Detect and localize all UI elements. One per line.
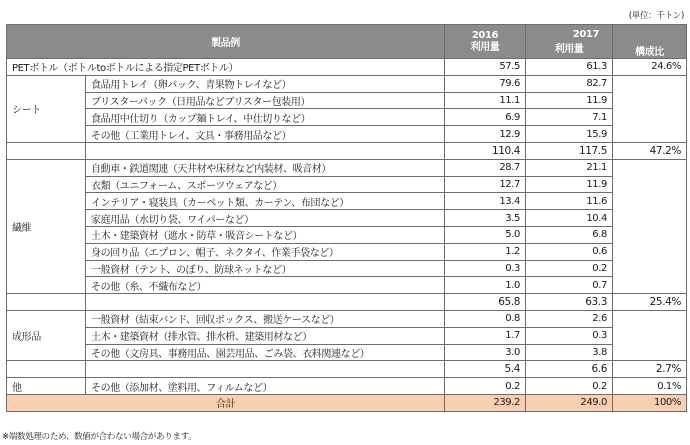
value-2017: 11.9: [526, 92, 613, 109]
pet-label: PETボトル（ボトルtoボトルによる指定PETボトル）: [7, 59, 445, 76]
value-2017: 82.7: [526, 75, 613, 92]
ratio-empty-cell: [613, 310, 687, 327]
table-row: [7, 159, 687, 176]
table-row: [7, 75, 687, 92]
table-row: [7, 109, 687, 126]
header-2016-year: 2016: [471, 29, 499, 41]
ratio-empty-cell: [613, 75, 687, 92]
value-2016: 79.6: [445, 75, 526, 92]
header-ratio: 構成比: [613, 25, 687, 59]
subtotal-row: [7, 142, 687, 159]
table-row: [7, 210, 687, 227]
ratio-empty-cell: [613, 260, 687, 277]
other-2017: 0.2: [526, 378, 613, 395]
subtotal-category-blank: [7, 142, 86, 159]
value-2017: 10.4: [526, 210, 613, 227]
value-2017: 0.3: [526, 327, 613, 344]
total-label: 合計: [7, 394, 445, 411]
pet-2017: 61.3: [526, 59, 613, 76]
subtotal-ratio: 25.4%: [613, 294, 687, 311]
subtotal-ratio: 2.7%: [613, 361, 687, 378]
value-2016: 1.0: [445, 277, 526, 294]
value-2017: 0.6: [526, 243, 613, 260]
ratio-empty-cell: [613, 327, 687, 344]
ratio-empty-cell: [613, 176, 687, 193]
table-row: [7, 327, 687, 344]
item-name: 身の回り品（エプロン、帽子、ネクタイ、作業手袋など）: [86, 243, 445, 260]
item-name: ブリスターパック（日用品などブリスター包装用）: [86, 92, 445, 109]
header-2016: [445, 25, 526, 59]
pet-2016: 57.5: [445, 59, 526, 76]
subtotal-row: [7, 361, 687, 378]
value-2016: 13.4: [445, 193, 526, 210]
table-row: [7, 193, 687, 210]
other-2016: 0.2: [445, 378, 526, 395]
subtotal-2017: 117.5: [526, 142, 613, 159]
other-name: その他（添加材、塗料用、フィルムなど）: [86, 378, 445, 395]
value-2016: 5.0: [445, 226, 526, 243]
subtotal-2016: 110.4: [445, 142, 526, 159]
value-2017: 11.9: [526, 176, 613, 193]
value-2017: 21.1: [526, 159, 613, 176]
value-2017: 15.9: [526, 126, 613, 143]
header-2017: [526, 25, 613, 59]
table-row: [7, 260, 687, 277]
subtotal-category-blank: [7, 361, 86, 378]
header-2017-usage: 利用量: [554, 44, 584, 55]
item-name: 土木・建築資材（遮水・防草・吸音シートなど）: [86, 226, 445, 243]
subtotal-2017: 6.6: [526, 361, 613, 378]
value-2017: 3.8: [526, 344, 613, 361]
header-2016-usage: 利用量: [470, 41, 500, 53]
value-2016: 0.3: [445, 260, 526, 277]
value-2016: 12.9: [445, 126, 526, 143]
ratio-empty-cell: [613, 193, 687, 210]
pet-row: [7, 59, 687, 76]
ratio-empty-cell: [613, 126, 687, 143]
ratio-empty-cell: [613, 109, 687, 126]
table-row: [7, 92, 687, 109]
item-name: 食品用トレイ（卵パック、青果物トレイなど）: [86, 75, 445, 92]
subtotal-2017: 63.3: [526, 294, 613, 311]
item-name: 衣類（ユニフォーム、スポーツウェアなど）: [86, 176, 445, 193]
table-body: [7, 59, 687, 412]
ratio-empty-cell: [613, 159, 687, 176]
value-2016: 12.7: [445, 176, 526, 193]
ratio-empty-cell: [613, 344, 687, 361]
value-2017: 2.6: [526, 310, 613, 327]
ratio-empty-cell: [613, 226, 687, 243]
total-row: [7, 394, 687, 411]
value-2016: 3.5: [445, 210, 526, 227]
table-row: [7, 344, 687, 361]
subtotal-label-blank: [86, 361, 445, 378]
value-2016: 6.9: [445, 109, 526, 126]
value-2016: 0.8: [445, 310, 526, 327]
subtotal-2016: 65.8: [445, 294, 526, 311]
item-name: 家庭用品（水切り袋、ワイパーなど）: [86, 210, 445, 227]
header-row: [7, 25, 687, 59]
item-name: 一般資材（結束バンド、回収ボックス、搬送ケースなど）: [86, 310, 445, 327]
category-label: 繊維: [7, 159, 86, 293]
item-name: 土木・建築資材（排水管、排水枡、建築用材など）: [86, 327, 445, 344]
value-2016: 3.0: [445, 344, 526, 361]
footnote: ※端数処理のため、数値が合わない場合があります。: [2, 432, 197, 442]
value-2016: 1.7: [445, 327, 526, 344]
header-product: 製品例: [7, 25, 445, 59]
unit-note: (単位：千トン): [628, 11, 684, 21]
value-2016: 1.2: [445, 243, 526, 260]
table-row: [7, 226, 687, 243]
item-name: 食品用中仕切り（カップ麺トレイ、中仕切りなど）: [86, 109, 445, 126]
value-2017: 7.1: [526, 109, 613, 126]
ratio-empty-cell: [613, 243, 687, 260]
other-row: [7, 378, 687, 395]
item-name: 一般資材（テント、のぼり、防球ネットなど）: [86, 260, 445, 277]
total-2017: 249.0: [526, 394, 613, 411]
ratio-empty-cell: [613, 210, 687, 227]
category-label: 成形品: [7, 310, 86, 360]
table-row: [7, 310, 687, 327]
category-label: シート: [7, 75, 86, 142]
value-2017: 6.8: [526, 226, 613, 243]
value-2017: 11.6: [526, 193, 613, 210]
subtotal-label-blank: [86, 142, 445, 159]
ratio-empty-cell: [613, 92, 687, 109]
ratio-empty-cell: [613, 277, 687, 294]
table-row: [7, 277, 687, 294]
item-name: インテリア・寝装具（カーペット類、カーテン、布団など）: [86, 193, 445, 210]
subtotal-label-blank: [86, 294, 445, 311]
value-2017: 0.7: [526, 277, 613, 294]
value-2017: 0.2: [526, 260, 613, 277]
table-row: [7, 176, 687, 193]
item-name: その他（文房具、事務用品、園芸用品、ごみ袋、衣料関連など）: [86, 344, 445, 361]
item-name: その他（糸、不織布など）: [86, 277, 445, 294]
total-2016: 239.2: [445, 394, 526, 411]
item-name: 自動車・鉄道関連（天井材や床材など内装材、吸音材）: [86, 159, 445, 176]
pet-ratio: 24.6%: [613, 59, 687, 76]
table-row: [7, 126, 687, 143]
table-row: [7, 243, 687, 260]
subtotal-ratio: 47.2%: [613, 142, 687, 159]
subtotal-category-blank: [7, 294, 86, 311]
item-name: その他（工業用トレイ、文具・事務用品など）: [86, 126, 445, 143]
total-ratio: 100%: [613, 394, 687, 411]
subtotal-2016: 5.4: [445, 361, 526, 378]
value-2016: 28.7: [445, 159, 526, 176]
other-category: 他: [7, 378, 86, 395]
value-2016: 11.1: [445, 92, 526, 109]
recycling-usage-table: [6, 24, 687, 412]
subtotal-row: [7, 294, 687, 311]
other-ratio: 0.1%: [613, 378, 687, 395]
header-2017-year: 2017: [572, 29, 599, 40]
